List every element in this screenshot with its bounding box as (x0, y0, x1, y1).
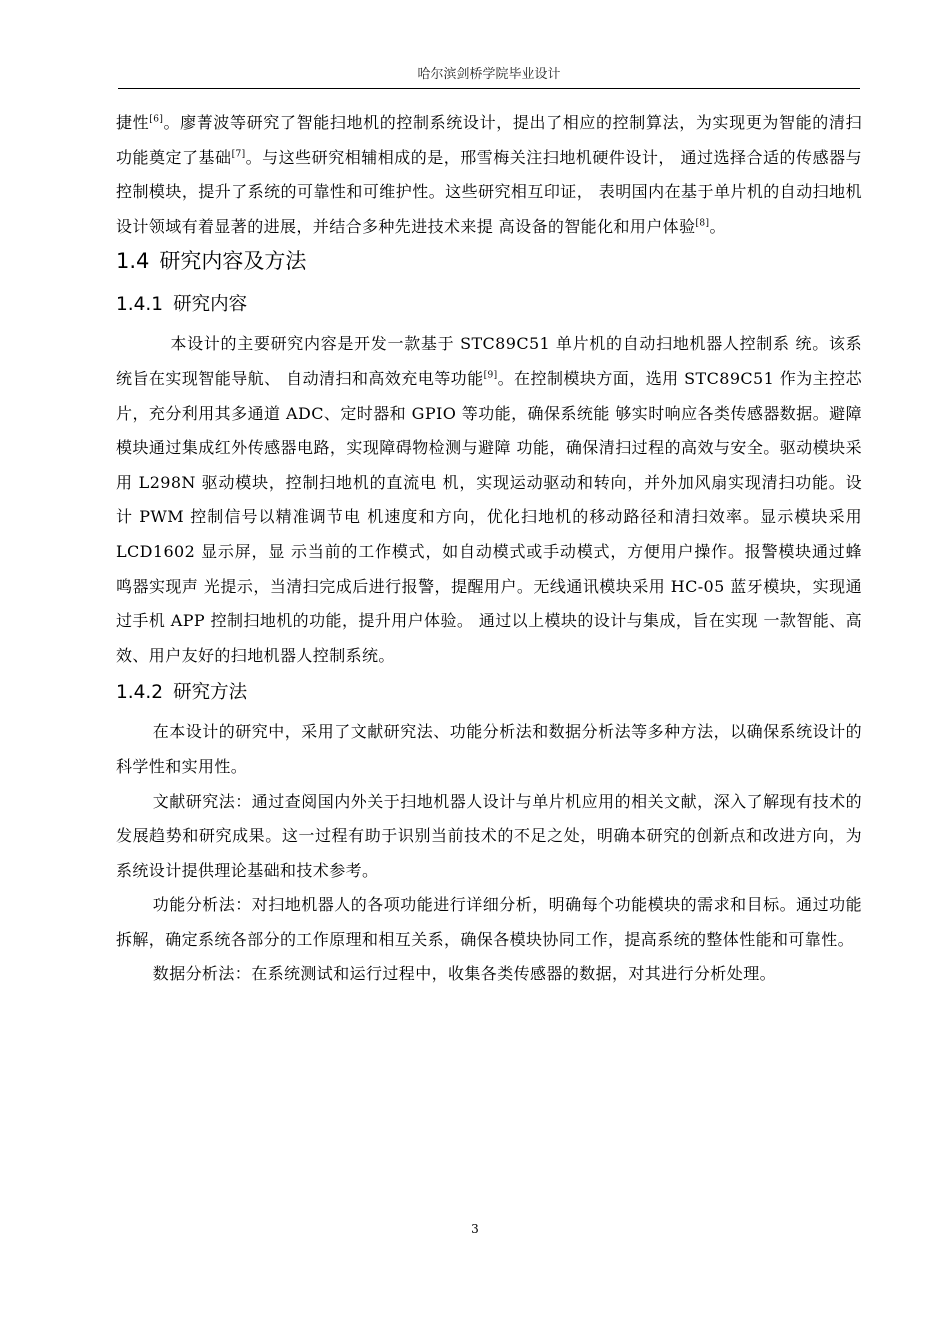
research-content-text-2: 。在控制模块方面，选用 STC89C51 作为主控芯片，充分利用其多通道 ADC、定时器和 GPIO 等功能，确保系统能 够实时响应各类传感器数据。避障模块通过集成红外传感器电路，实现障碍物检测与避障 功能，确保清扫过程的高效与安全。驱动模块采用 L298N 驱动模块，控制扫地机的直流电 机，实现运动驱动和转向，并外加风扇实现清扫功能。设计 PWM 控制信号以精准调节电 机速度和方向，优化扫地机的移动路径和清扫效率。显示模块采用 LCD1602 显示屏，显 示当前的工作模式，如自动模式或手动模式，方便用户操作。报警模块通过蜂鸣器实现声 光提示，当清扫完成后进行报警，提醒用户。无线通讯模块采用 HC-05 蓝牙模块，实现通 过手机 APP 控制扫地机的功能，提升用户体验。 通过以上模块的设计与集成，旨在实现 一款智能、高效、用户友好的扫地机器人控制系统。 (116, 368, 862, 665)
citation-7: [7] (231, 149, 246, 160)
section-heading-1-4 (116, 244, 862, 291)
data-analysis-paragraph: 数据分析法：在系统测试和运行过程中，收集各类传感器的数据，对其进行分析处理。 (152, 964, 776, 984)
function-analysis-paragraph: 功能分析法：对扫地机器人的各项功能进行详细分析，明确每个功能模块的需求和目标。通过功能拆解，确定系统各部分的工作原理和相互关系，确保各模块协同工作，提高系统的整体性能和可靠性。 (116, 895, 862, 949)
research-content-paragraph (116, 327, 862, 673)
header-divider (118, 88, 860, 89)
section-number: 1.4 (116, 249, 150, 274)
section-title: 研究内容及方法 (159, 249, 307, 274)
intro-text-2: 。廖菁波等研究了智能扫地机的控制系统设计，提出了相应的控制算法，为实现更为智能的清扫功能奠定了基础 (116, 113, 862, 167)
intro-text-1: 捷性 (116, 113, 150, 132)
intro-paragraph (116, 106, 862, 244)
page-header: 哈尔滨剑桥学院毕业设计 (417, 67, 561, 82)
research-content-text-1: 本设计的主要研究内容是开发一款基于 STC89C51 单片机的自动扫地机器人控制系 统。该系统旨在实现智能导航、 自动清扫和高效充电等功能 (116, 334, 862, 388)
subsection-title: 研究内容 (173, 294, 248, 316)
subsection-number: 1.4.1 (116, 294, 164, 316)
page-body (116, 106, 862, 992)
subsection-heading-1-4-2 (116, 673, 862, 715)
citation-8: [8] (695, 218, 710, 229)
page-number: 3 (471, 1222, 479, 1236)
citation-9: [9] (483, 370, 498, 381)
citation-6: [6] (149, 114, 164, 125)
subsection-title: 研究方法 (173, 682, 248, 704)
subsection-number: 1.4.2 (116, 682, 164, 704)
subsection-heading-1-4-1 (116, 291, 862, 327)
literature-method-paragraph: 文献研究法：通过查阅国内外关于扫地机器人设计与单片机应用的相关文献，深入了解现有技术的发展趋势和研究成果。这一过程有助于识别当前技术的不足之处，明确本研究的创新点和改进方向，为系统设计提供理论基础和技术参考。 (116, 791, 862, 880)
intro-text-3: 。与这些研究相辅相成的是，邢雪梅关注扫地机硬件设计， 通过选择合适的传感器与控制模块，提升了系统的可靠性和可维护性。这些研究相互印证， 表明国内在基于单片机的自动扫地机设计领域有着显著的进展，并结合多种先进技术来提 高设备的智能化和用户体验 (116, 147, 862, 236)
methods-intro-paragraph: 在本设计的研究中，采用了文献研究法、功能分析法和数据分析法等多种方法，以确保系统设计的科学性和实用性。 (116, 722, 862, 776)
intro-text-4: 。 (709, 216, 726, 236)
